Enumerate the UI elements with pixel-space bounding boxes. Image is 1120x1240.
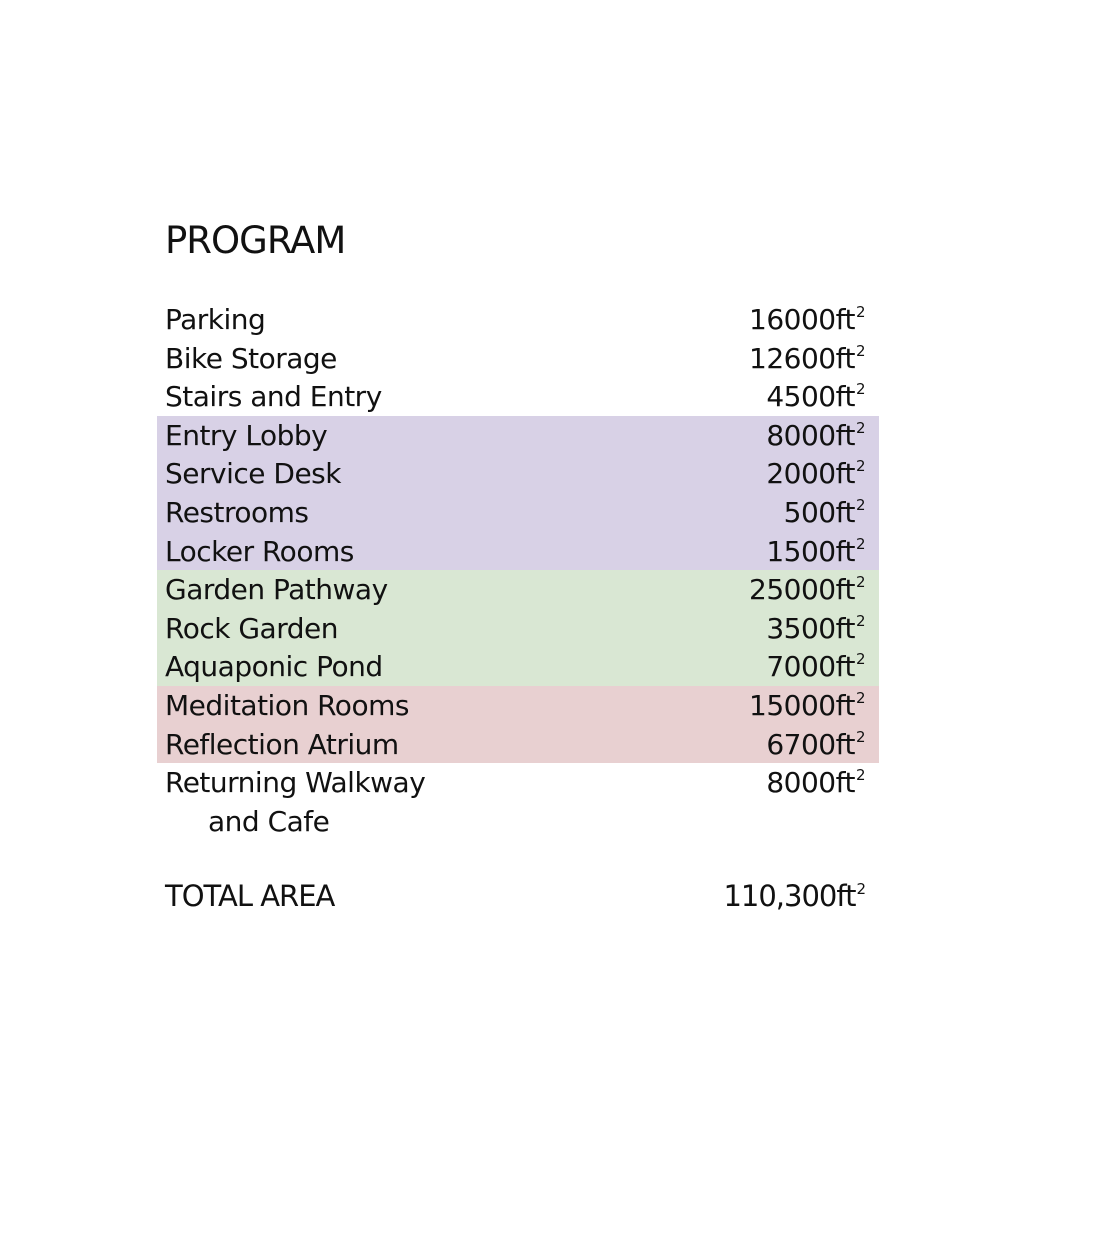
program-row-area <box>766 380 865 413</box>
unit-superscript: 2 <box>855 650 865 669</box>
program-row-name: Returning Walkway <box>165 766 426 800</box>
unit-text: ft <box>835 688 855 722</box>
unit-superscript: 2 <box>855 573 865 592</box>
unit-text: ft <box>835 418 855 452</box>
total-area-number: 110,300 <box>723 879 837 913</box>
program-table <box>157 300 879 843</box>
program-row-name: Rock Garden <box>165 611 338 645</box>
program-row-name-line2: and Cafe <box>208 805 330 839</box>
unit-superscript: 2 <box>856 880 865 898</box>
program-row <box>157 686 879 725</box>
program-row-area <box>766 612 865 645</box>
unit-superscript: 2 <box>855 495 865 514</box>
area-number: 500 <box>783 495 836 529</box>
unit-text: ft <box>835 573 855 607</box>
total-label: TOTAL AREA <box>165 879 335 913</box>
program-row <box>157 377 879 416</box>
unit-text: ft <box>835 495 855 529</box>
program-row-area <box>749 689 865 722</box>
total-row <box>157 876 879 920</box>
program-row <box>157 647 879 686</box>
program-row <box>157 532 879 571</box>
program-row-name: Reflection Atrium <box>165 727 399 761</box>
area-number: 12600 <box>749 341 836 375</box>
unit-superscript: 2 <box>855 766 865 785</box>
page-title: PROGRAM <box>165 219 346 262</box>
program-row-name: Entry Lobby <box>165 418 328 452</box>
unit-superscript: 2 <box>855 457 865 476</box>
program-row-name: Garden Pathway <box>165 573 388 607</box>
program-row-area <box>766 535 865 568</box>
program-row-name: Bike Storage <box>165 341 337 375</box>
unit-text: ft <box>835 534 855 568</box>
program-row-area <box>766 650 865 683</box>
area-number: 6700 <box>766 727 836 761</box>
unit-superscript: 2 <box>855 611 865 630</box>
unit-superscript: 2 <box>855 727 865 746</box>
unit-superscript: 2 <box>855 341 865 360</box>
program-row-area <box>766 457 865 490</box>
unit-text: ft <box>835 611 855 645</box>
unit-text: ft <box>835 303 855 336</box>
area-number: 1500 <box>766 534 836 568</box>
area-number: 25000 <box>749 573 836 607</box>
unit-superscript: 2 <box>855 303 865 321</box>
unit-text: ft <box>835 457 855 491</box>
area-number: 2000 <box>766 457 836 491</box>
program-row-area <box>749 573 865 606</box>
program-row-name: Restrooms <box>165 495 309 529</box>
program-row-area <box>784 496 865 529</box>
area-number: 4500 <box>766 380 836 414</box>
area-number: 8000 <box>766 418 836 452</box>
unit-text: ft <box>835 727 855 761</box>
unit-superscript: 2 <box>855 380 865 399</box>
program-row <box>157 339 879 378</box>
program-row <box>157 570 879 609</box>
program-row <box>157 454 879 493</box>
program-row-name: Parking <box>165 303 266 336</box>
program-row <box>157 416 879 455</box>
program-row-area <box>749 342 865 375</box>
program-row-area <box>766 419 865 452</box>
program-row-name: Locker Rooms <box>165 534 354 568</box>
area-number: 15000 <box>749 688 836 722</box>
program-row-name: Aquaponic Pond <box>165 650 383 684</box>
area-number: 16000 <box>749 303 836 336</box>
program-row-name: Stairs and Entry <box>165 380 382 414</box>
program-row-area <box>766 728 865 761</box>
unit-text: ft <box>835 380 855 414</box>
unit-text: ft <box>835 766 855 800</box>
unit-text: ft <box>835 341 855 375</box>
program-row-area <box>766 766 865 799</box>
unit-superscript: 2 <box>855 534 865 553</box>
area-number: 7000 <box>766 650 836 684</box>
program-row-name: Service Desk <box>165 457 341 491</box>
program-row <box>157 493 879 532</box>
unit-text: ft <box>835 650 855 684</box>
total-area-value <box>723 879 865 913</box>
unit-superscript: 2 <box>855 418 865 437</box>
program-row-name: Meditation Rooms <box>165 688 409 722</box>
program-row <box>157 725 879 764</box>
program-row-area <box>749 303 865 336</box>
program-row <box>157 609 879 648</box>
program-row <box>157 300 879 339</box>
area-number: 3500 <box>766 611 836 645</box>
area-number: 8000 <box>766 766 836 800</box>
unit-text: ft <box>836 879 856 913</box>
unit-superscript: 2 <box>855 688 865 707</box>
program-row <box>157 763 879 843</box>
